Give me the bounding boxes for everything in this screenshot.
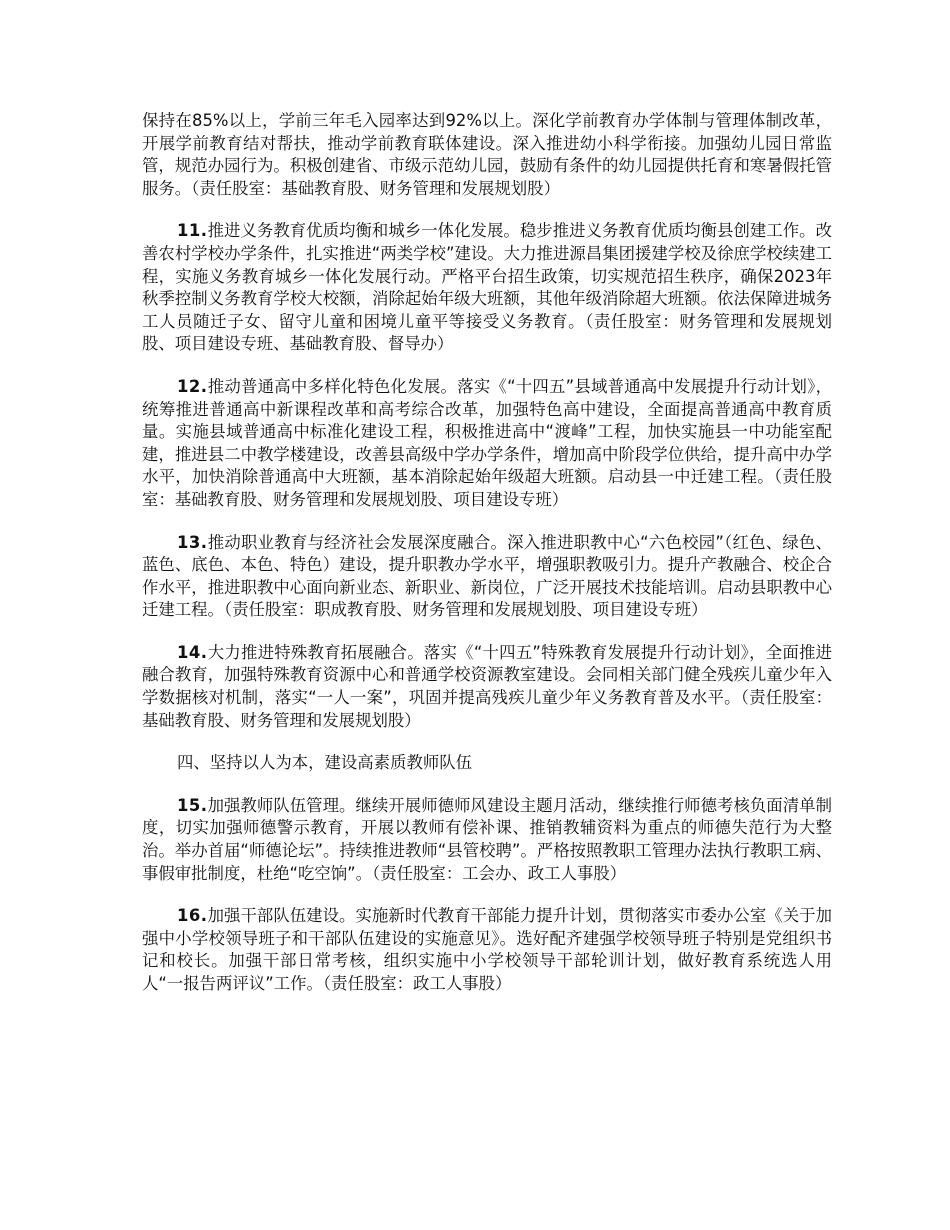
- item-11-paragraph: [142, 220, 832, 356]
- item-12-text: 推动普通高中多样化特色化发展。落实《“十四五”县域普通高中发展提升行动计划》，统筹推进普通高中新课程改革和高考综合改革，加强特色高中建设，全面提高普通高中教育质量。实施县域普通高中标准化建设工程，积极推进高中“渡峰”工程，加快实施县一中功能室配建，推进县二中教学楼建设，改善县高级中学办学条件，增加高中阶段学位供给，提升高中办学水平，加快消除普通高中大班额，基本消除起始年级超大班额。启动县一中迁建工程。（责任股室：基础教育股、财务管理和发展规划股、项目建设专班）: [142, 376, 832, 509]
- item-12-paragraph: [142, 376, 832, 512]
- item-11-text: 推进义务教育优质均衡和城乡一体化发展。稳步推进义务教育优质均衡县创建工作。改善农村学校办学条件，扎实推进“两类学校”建设。大力推进源昌集团援建学校及徐庶学校续建工程，实施义务教育城乡一体化发展行动。严格平台招生政策，切实规范招生秩序，确保2023年秋季控制义务教育学校大校额，消除起始年级大班额，其他年级消除超大班额。依法保障进城务工人员随迁子女、留守儿童和困境儿童平等接受义务教育。（责任股室：财务管理和发展规划股、项目建设专班、基础教育股、督导办）: [142, 221, 832, 354]
- item-13-number: 13.: [177, 532, 208, 552]
- item-12-number: 12.: [177, 376, 208, 396]
- item-15-text: 加强教师队伍管理。继续开展师德师风建设主题月活动，继续推行师德考核负面清单制度，切实加强师德警示教育，开展以教师有偿补课、推销教辅资料为重点的师德失范行为大整治。举办首届“师德论坛”。持续推进教师“县管校聘”。严格按照教职工管理办法执行教职工病、事假审批制度，杜绝“吃空饷”。（责任股室：工会办、政工人事股）: [142, 795, 832, 883]
- item-13-paragraph: [142, 532, 832, 622]
- item-16-number: 16.: [177, 906, 208, 926]
- document-page: [142, 110, 832, 1016]
- item-14-paragraph: [142, 642, 832, 732]
- item-15-number: 15.: [177, 795, 208, 815]
- item-13-text: 推动职业教育与经济社会发展深度融合。深入推进职教中心“六色校园”（红色、绿色、蓝色、底色、本色、特色）建设，提升职教办学水平，增强职教吸引力。提升产教融合、校企合作水平，推进职教中心面向新业态、新职业、新岗位，广泛开展技术技能培训。启动县职教中心迁建工程。（责任股室：职成教育股、财务管理和发展规划股、项目建设专班）: [142, 532, 832, 620]
- item-16-text: 加强干部队伍建设。实施新时代教育干部能力提升计划，贯彻落实市委办公室《关于加强中小学校领导班子和干部队伍建设的实施意见》。选好配齐建强学校领导班子特别是党组织书记和校长。加强干部日常考核，组织实施中小学校领导干部轮训计划，做好教育系统选人用人“一报告两评议”工作。（责任股室：政工人事股）: [142, 906, 832, 993]
- item-15-paragraph: [142, 795, 832, 885]
- item-16-paragraph: [142, 905, 832, 995]
- item-14-text: 大力推进特殊教育拓展融合。落实《“十四五”特殊教育发展提升行动计划》，全面推进融合教育，加强特殊教育资源中心和普通学校资源教室建设。会同相关部门健全残疾儿童少年入学数据核对机制，落实“一人一案”，巩固并提高残疾儿童少年义务教育普及水平。（责任股室：基础教育股、财务管理和发展规划股）: [142, 642, 832, 730]
- intro-paragraph: 保持在85%以上，学前三年毛入园率达到92%以上。深化学前教育办学体制与管理体制改革，开展学前教育结对帮扶，推动学前教育联体建设。深入推进幼小科学衔接。加强幼儿园日常监管，规范办园行为。积极创建省、市级示范幼儿园，鼓励有条件的幼儿园提供托育和寒暑假托管服务。（责任股室：基础教育股、财务管理和发展规划股）: [142, 111, 832, 198]
- item-14-number: 14.: [177, 642, 208, 662]
- item-11-number: 11.: [177, 221, 208, 241]
- section-heading: 四、坚持以人为本，建设高素质教师队伍: [177, 753, 473, 773]
